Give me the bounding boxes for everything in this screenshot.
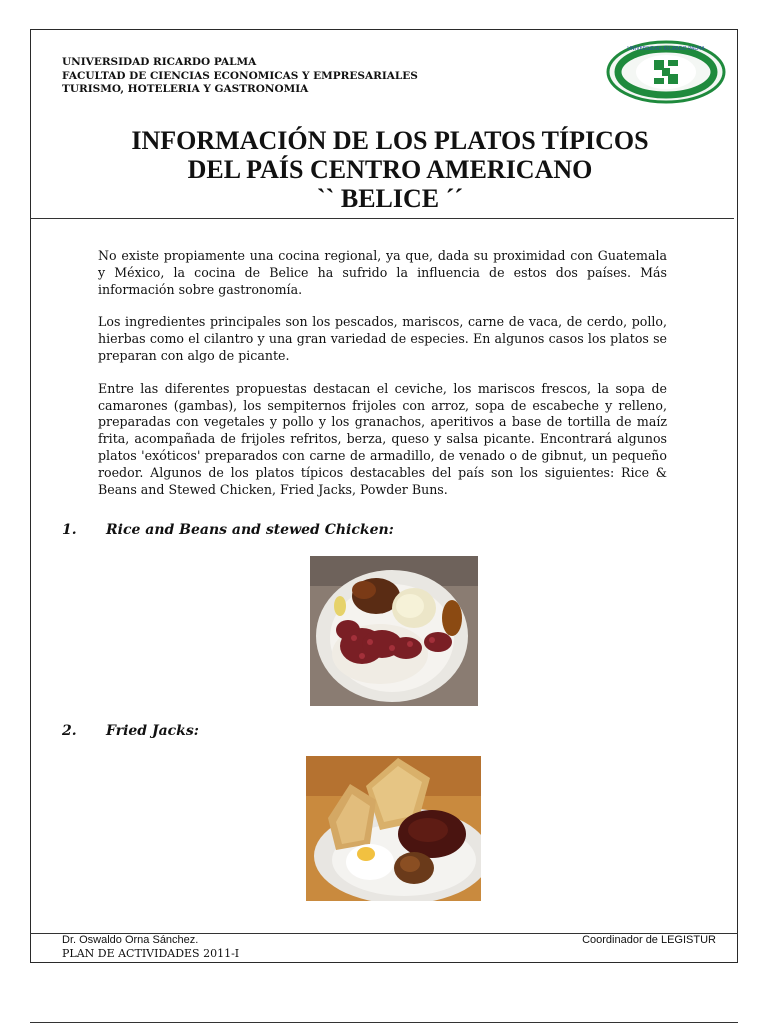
title-line-2: DEL PAÍS CENTRO AMERICANO: [187, 155, 593, 184]
page-bottom-line: [30, 1022, 738, 1023]
institution-header: [62, 56, 418, 97]
section-title: Rice and Beans and stewed Chicken:: [106, 522, 394, 538]
footer-author: Dr. Oswaldo Orna Sánchez.: [62, 934, 199, 946]
fried-jacks-photo: [306, 756, 481, 901]
title-divider: [30, 218, 734, 219]
document-title: [60, 126, 720, 213]
section-heading-1: [62, 522, 394, 538]
section-number: 1.: [62, 522, 77, 538]
section-heading-2: [62, 723, 199, 739]
section-title: Fried Jacks:: [106, 723, 199, 739]
rice-and-beans-photo: [310, 556, 478, 706]
section-number: 2.: [62, 723, 77, 739]
paragraph-intro: No existe propiamente una cocina regional, ya que, dada su proximidad con Guatemala y México, la cocina de Belice ha sufrido la influencia de estos dos países. Más información sobre gastronomía.: [98, 248, 667, 297]
footer-role: Coordinador de LEGISTUR: [582, 934, 716, 946]
title-line-3: `` BELICE ´´: [317, 184, 463, 213]
paragraph-dishes: Entre las diferentes propuestas destacan el ceviche, los mariscos frescos, la sopa de camarones (gambas), los sempiternos frijoles con arroz, sopa de escabeche y relleno, preparadas con vegetales y pollo y los granachos, aperitivos a base de tortilla de maíz frita, acompañada de frijoles refritos, berza, queso y salsa picante. Encontrará algunos platos 'exóticos' preparados con carne de armadillo, de venado o de gibnut, un pequeño roedor. Algunos de los platos típicos destacables del país son los siguientes: Rice & Beans and Stewed Chicken, Fried Jacks, Powder Buns.: [98, 380, 667, 497]
title-line-1: INFORMACIÓN DE LOS PLATOS TÍPICOS: [131, 126, 649, 155]
logo-lettering: UNIVERSIDAD RICARDO PALMA: [627, 46, 705, 52]
paragraph-ingredients: Los ingredientes principales son los pescados, mariscos, carne de vaca, de cerdo, pollo, hierbas como el cilantro y una gran variedad de especies. En algunos casos los platos se preparan con algo de picante.: [98, 314, 667, 363]
university-logo: [604, 38, 728, 106]
faculty-name: FACULTAD DE CIENCIAS ECONOMICAS Y EMPRESARIALES: [62, 69, 418, 82]
university-name: UNIVERSIDAD RICARDO PALMA: [62, 56, 257, 68]
department-name: TURISMO, HOTELERIA Y GASTRONOMIA: [62, 83, 309, 95]
body-text: [98, 248, 667, 514]
footer-left: [62, 934, 239, 960]
footer-plan: PLAN DE ACTIVIDADES 2011-I: [62, 947, 240, 960]
